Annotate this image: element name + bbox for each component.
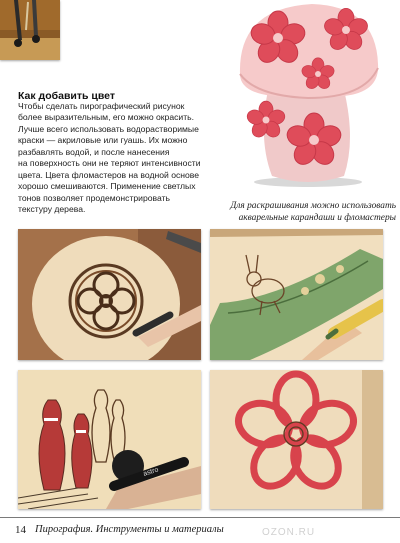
paragraph-line: цвета. Цвета фломастеров на водной основе: [18, 169, 200, 180]
section-title: Как добавить цвет: [18, 90, 115, 102]
bowling-pins-photo: [18, 370, 201, 509]
caption-line: Для раскрашивания можно использовать: [230, 201, 396, 211]
marker-brand-label: astro: [142, 466, 160, 478]
watermark: OZON.RU: [262, 527, 316, 538]
red-flower-photo: [210, 370, 383, 509]
paragraph-line: хорошо смешиваются. Применение светлых: [18, 181, 196, 192]
tools-photo: [0, 0, 60, 60]
section-paragraph: [18, 101, 206, 216]
celtic-knot-photo: [18, 229, 201, 360]
paragraph-line: текстуру дерева.: [18, 204, 86, 215]
running-footer-title: Пирография. Инструменты и материалы: [35, 524, 224, 535]
page-number: 14: [15, 524, 26, 536]
paragraph-line: Лучше всего использовать водорастворимые: [18, 123, 199, 134]
paragraph-line: более выразительным, его можно окрасить.: [18, 112, 194, 123]
mushroom-box-photo: [226, 0, 400, 190]
footer-divider: [0, 517, 400, 518]
caption-line: акварельные карандаши и фломастеры: [238, 213, 396, 223]
paragraph-line: на поверхность они не теряют интенсивности: [18, 158, 201, 169]
paragraph-line: разбавлять водой, и после нанесения: [18, 146, 170, 157]
paragraph-line: краски — акриловые или гуашь. Их можно: [18, 135, 188, 146]
paragraph-line: Чтобы сделать пирографический рисунок: [18, 101, 185, 111]
rabbit-drawing-photo: [210, 229, 383, 360]
paragraph-line: тонов позволяет продемонстрировать: [18, 192, 171, 203]
photo-caption: [212, 200, 396, 224]
